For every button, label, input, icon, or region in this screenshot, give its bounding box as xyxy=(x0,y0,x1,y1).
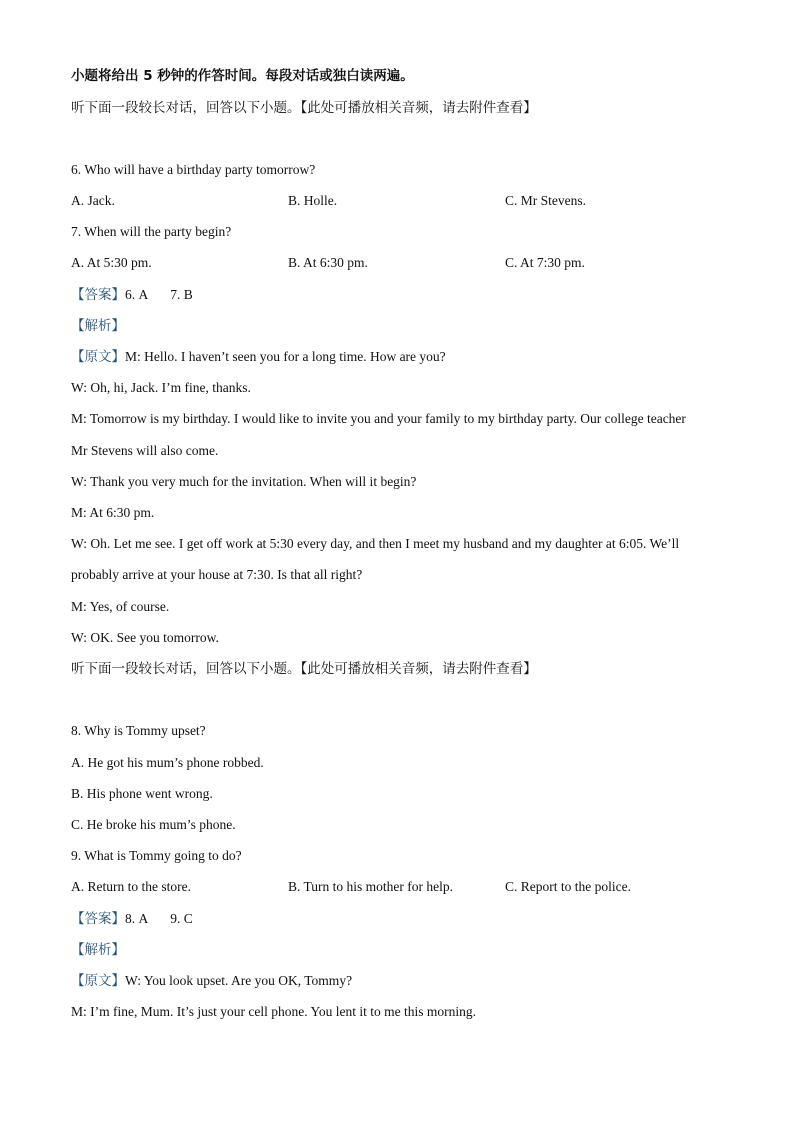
q6-option-a: A. Jack. xyxy=(71,193,115,208)
transcript-line: probably arrive at your house at 7:30. Is that all right? xyxy=(71,567,363,582)
transcript-line xyxy=(71,972,352,990)
q7-option-c: C. At 7:30 pm. xyxy=(505,255,585,270)
q6-option-c: C. Mr Stevens. xyxy=(505,193,586,208)
original-tag: 【原文】 xyxy=(71,349,125,365)
question-7: 7. When will the party begin? xyxy=(71,224,232,239)
answer-tag: 【答案】 xyxy=(71,287,125,303)
transcript-line: W: OK. See you tomorrow. xyxy=(71,630,219,645)
listening-instruction: 听下面一段较长对话，回答以下小题。【此处可播放相关音频，请去附件查看】 xyxy=(71,661,537,677)
transcript-line: W: Thank you very much for the invitation. When will it begin? xyxy=(71,474,417,489)
transcript-line xyxy=(71,348,446,366)
q9-option-b: B. Turn to his mother for help. xyxy=(288,879,454,894)
q8-option-b: B. His phone went wrong. xyxy=(71,786,213,801)
q8-option-a: A. He got his mum’s phone robbed. xyxy=(71,755,264,770)
analysis-tag: 【解析】 xyxy=(71,318,125,334)
answer-7: 7. B xyxy=(170,287,193,302)
answer-6: 6. A xyxy=(125,287,149,302)
transcript-line: M: Yes, of course. xyxy=(71,599,170,614)
q6-option-b: B. Holle. xyxy=(288,193,338,208)
answer-line-1 xyxy=(71,286,193,304)
transcript-line: M: I’m fine, Mum. It’s just your cell phone. You lent it to me this morning. xyxy=(71,1004,476,1019)
question-6: 6. Who will have a birthday party tomorrow? xyxy=(71,162,316,177)
analysis-tag: 【解析】 xyxy=(71,942,125,958)
question-8: 8. Why is Tommy upset? xyxy=(71,723,206,738)
transcript-line: M: At 6:30 pm. xyxy=(71,505,155,520)
answer-line-2 xyxy=(71,910,193,928)
transcript-line: M: Tomorrow is my birthday. I would like to invite you and your family to my birthday party. Our college teacher xyxy=(71,411,686,426)
listening-instruction: 听下面一段较长对话，回答以下小题。【此处可播放相关音频，请去附件查看】 xyxy=(71,100,537,116)
transcript-text: W: You look upset. Are you OK, Tommy? xyxy=(125,973,353,988)
answer-9: 9. C xyxy=(170,911,193,926)
q9-option-a: A. Return to the store. xyxy=(71,879,191,894)
intro-line: 小题将给出 5 秒钟的作答时间。每段对话或独白读两遍。 xyxy=(71,68,414,84)
q9-option-c: C. Report to the police. xyxy=(505,879,631,894)
q8-option-c: C. He broke his mum’s phone. xyxy=(71,817,236,832)
transcript-line: W: Oh, hi, Jack. I’m fine, thanks. xyxy=(71,380,251,395)
transcript-line: Mr Stevens will also come. xyxy=(71,443,219,458)
original-tag: 【原文】 xyxy=(71,973,125,989)
transcript-line: W: Oh. Let me see. I get off work at 5:30 every day, and then I meet my husband and my daughter at 6:05. We’ll xyxy=(71,536,680,551)
transcript-text: M: Hello. I haven’t seen you for a long time. How are you? xyxy=(125,349,446,364)
answer-8: 8. A xyxy=(125,911,149,926)
question-9: 9. What is Tommy going to do? xyxy=(71,848,242,863)
q7-option-a: A. At 5:30 pm. xyxy=(71,255,152,270)
answer-tag: 【答案】 xyxy=(71,911,125,927)
q7-option-b: B. At 6:30 pm. xyxy=(288,255,368,270)
